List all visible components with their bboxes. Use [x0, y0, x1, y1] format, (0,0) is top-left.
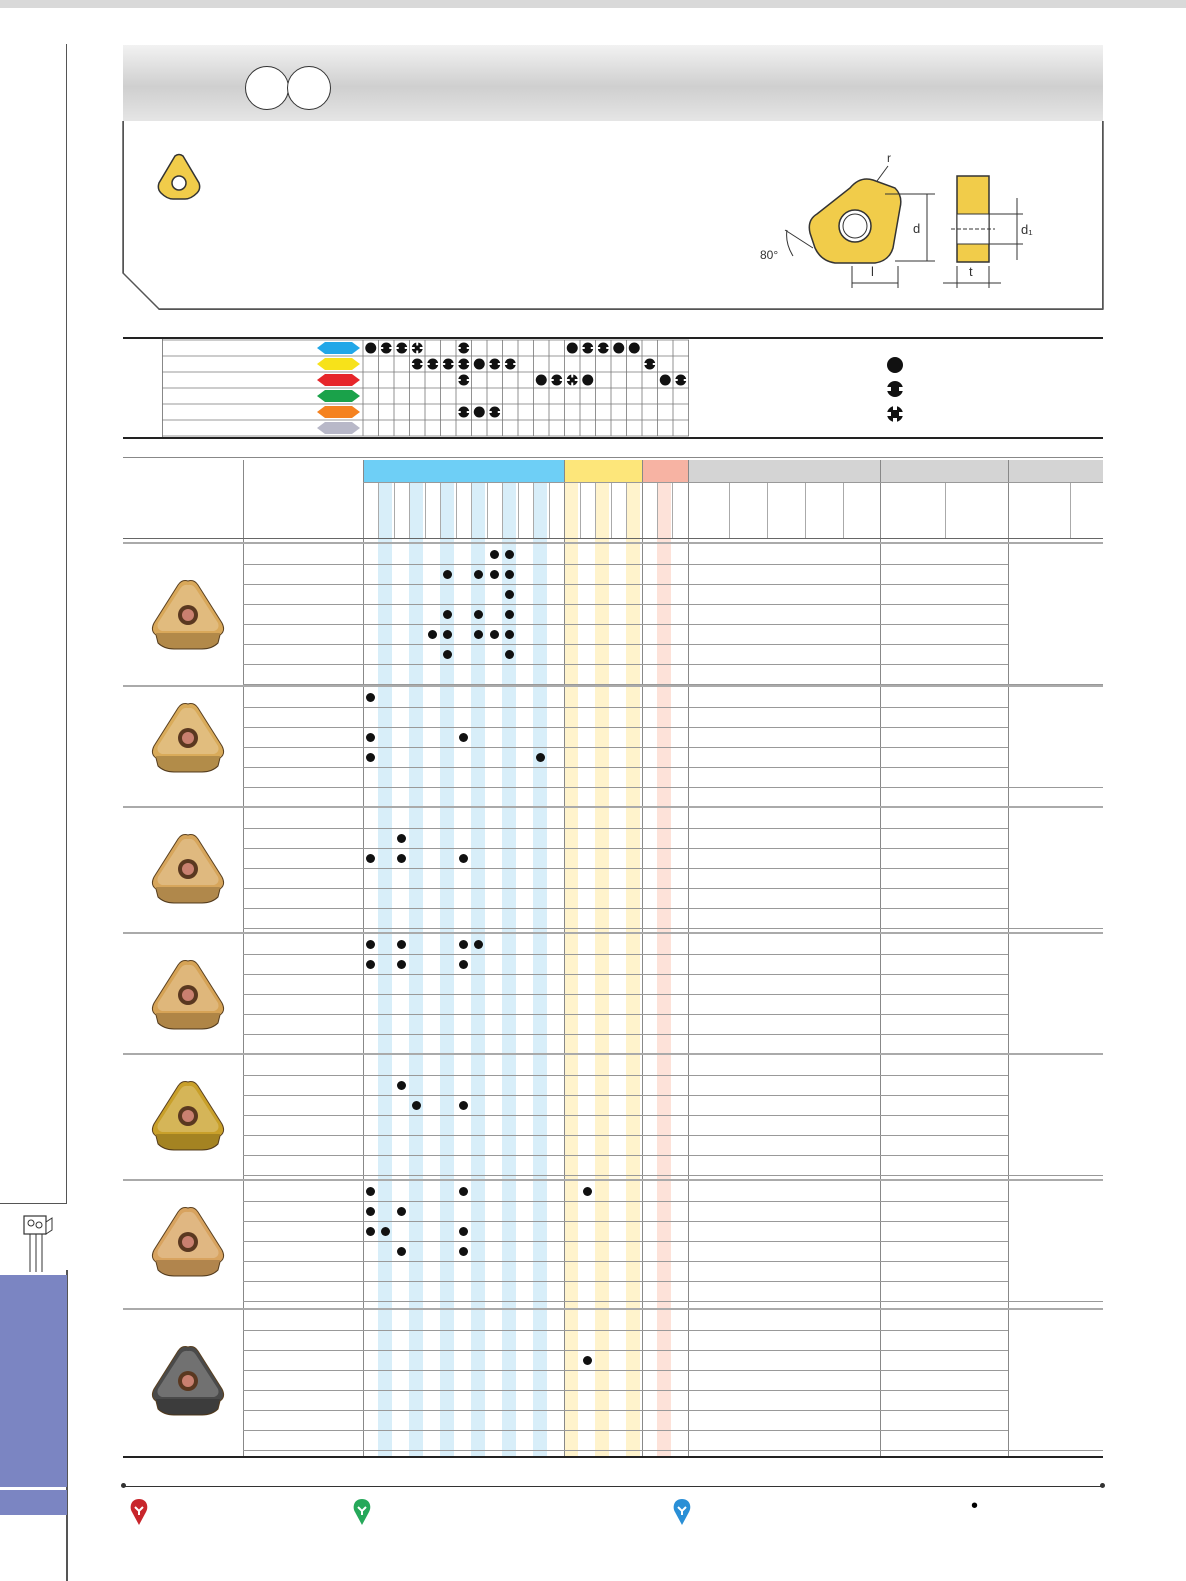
table-row-line	[243, 868, 1008, 869]
header-col-line	[1070, 482, 1071, 538]
table-row-line	[243, 664, 1008, 665]
material-arrow-yellow	[317, 358, 360, 370]
table-row-line	[243, 1330, 1008, 1331]
left-frame	[0, 44, 67, 1204]
grid-mark-cross	[411, 342, 423, 354]
grid-mark-dot	[613, 343, 624, 354]
grid-mark-bow	[675, 375, 687, 386]
section-divider	[123, 1053, 1103, 1055]
table-row-line	[243, 1281, 1008, 1282]
suitability-dot	[366, 854, 375, 863]
footer-dot: •	[971, 1495, 979, 1517]
suitability-dot	[397, 854, 406, 863]
table-row-line	[243, 1450, 1103, 1451]
insert-7-image	[146, 1341, 230, 1421]
section-side-tab[interactable]	[0, 1275, 67, 1487]
suitability-dot	[381, 1227, 390, 1236]
grid-mark-dot	[582, 375, 593, 386]
header-col-line	[595, 482, 596, 538]
header-band-yellow	[564, 460, 642, 482]
legend-cross-icon	[885, 404, 905, 424]
suitability-dot	[474, 940, 483, 949]
grid-mark-dot	[567, 343, 578, 354]
header-col-line	[409, 482, 410, 538]
table-row-line	[243, 908, 1008, 909]
table-row-line	[243, 1261, 1008, 1262]
header-col-line	[626, 482, 627, 538]
grid-mark-dot	[474, 359, 485, 370]
grid-mark-bow	[597, 343, 609, 354]
section-side-tab-lower[interactable]	[0, 1490, 67, 1515]
section-divider	[123, 1308, 1103, 1310]
table-row-line	[243, 1350, 1008, 1351]
suitability-dot	[505, 550, 514, 559]
suitability-dot	[536, 753, 545, 762]
table-row-line	[243, 1115, 1008, 1116]
main-table-top-rule	[123, 457, 1103, 458]
header-col-line	[805, 482, 806, 538]
header-col-line	[672, 482, 673, 538]
suitability-dot	[583, 1356, 592, 1365]
grid-mark-dot	[365, 343, 376, 354]
header-col-line	[487, 482, 488, 538]
suitability-dot	[428, 630, 437, 639]
header-band-red	[642, 460, 688, 482]
suitability-dot	[474, 570, 483, 579]
label-t: t	[969, 264, 973, 279]
label-r: r	[887, 151, 891, 165]
suitability-dot	[366, 940, 375, 949]
material-table-bottom-rule	[123, 437, 1103, 439]
header-bottom-line	[123, 538, 1103, 539]
header-col-line	[611, 482, 612, 538]
section-divider	[123, 932, 1103, 934]
major-col-line	[363, 460, 364, 1456]
insert-dimension-diagram	[755, 148, 1045, 293]
legend-half-icon	[885, 379, 905, 399]
header-col-line	[549, 482, 550, 538]
major-col-line	[642, 460, 643, 1456]
suitability-dot	[459, 854, 468, 863]
header-col-line	[580, 482, 581, 538]
suitability-dot	[459, 1227, 468, 1236]
header-sub-line	[363, 482, 1103, 483]
grid-mark-bow	[442, 359, 454, 370]
suitability-dot	[505, 590, 514, 599]
section-divider	[123, 542, 1103, 544]
grid-mark-bow	[644, 359, 656, 370]
suitability-dot	[443, 570, 452, 579]
table-row-line	[243, 707, 1008, 708]
suitability-dot	[366, 693, 375, 702]
grid-mark-bow	[396, 343, 408, 354]
suitability-dot	[443, 630, 452, 639]
suitability-dot	[459, 940, 468, 949]
suitability-dot	[397, 1081, 406, 1090]
header-col-line	[471, 482, 472, 538]
suitability-dot	[490, 630, 499, 639]
label-l: l	[871, 264, 874, 279]
table-row-line	[243, 1410, 1008, 1411]
header-col-line	[657, 482, 658, 538]
footer-rule	[123, 1486, 1103, 1487]
header-col-line	[843, 482, 844, 538]
table-row-line	[243, 974, 1008, 975]
grid-mark-bow	[489, 359, 501, 370]
suitability-dot	[459, 960, 468, 969]
insert-shape-icon	[155, 153, 203, 203]
suitability-dot	[459, 1101, 468, 1110]
footer-green-marker-icon	[351, 1497, 373, 1527]
footer-red-marker-icon	[128, 1497, 150, 1527]
major-col-line	[564, 460, 565, 1456]
grid-mark-bow	[551, 375, 563, 386]
table-row-line	[243, 848, 1008, 849]
top-bar	[0, 0, 1186, 8]
suitability-dot	[366, 960, 375, 969]
table-row-line	[243, 1370, 1008, 1371]
material-arrow-green	[317, 390, 360, 402]
suitability-dot	[397, 834, 406, 843]
table-row-line	[243, 1014, 1008, 1015]
major-col-line	[688, 460, 689, 1456]
header-circle-1	[245, 66, 289, 110]
suitability-dot	[366, 753, 375, 762]
suitability-dot	[366, 1207, 375, 1216]
suitability-dot	[397, 960, 406, 969]
table-row-line	[243, 994, 1008, 995]
suitability-dot	[505, 570, 514, 579]
insert-5-image	[146, 1076, 230, 1156]
table-row-line	[243, 1095, 1008, 1096]
table-row-line	[243, 1075, 1008, 1076]
header-circle-2	[287, 66, 331, 110]
header-col-line	[502, 482, 503, 538]
table-row-line	[243, 1175, 1103, 1176]
suitability-dot	[505, 610, 514, 619]
suitability-dot	[366, 733, 375, 742]
suitability-dot	[397, 940, 406, 949]
header-col-line	[767, 482, 768, 538]
grid-mark-bow	[582, 343, 594, 354]
suitability-dot	[505, 630, 514, 639]
toolholder-icon	[20, 1212, 54, 1272]
grid-mark-dot	[660, 375, 671, 386]
header-col-line	[729, 482, 730, 538]
suitability-dot	[397, 1207, 406, 1216]
insert-4-image	[146, 955, 230, 1035]
major-col-line	[1008, 460, 1009, 1456]
table-row-line	[243, 1135, 1008, 1136]
suitability-dot	[583, 1187, 592, 1196]
grid-mark-bow	[489, 407, 501, 418]
grid-mark-bow	[427, 359, 439, 370]
material-grid	[162, 339, 690, 437]
header-col-line	[425, 482, 426, 538]
table-row-line	[243, 954, 1008, 955]
material-arrow-red	[317, 374, 360, 386]
main-table-bottom-rule	[123, 1456, 1103, 1458]
label-angle: 80°	[760, 248, 779, 262]
grid-mark-dot	[629, 343, 640, 354]
header-col-line	[518, 482, 519, 538]
header-col-line	[456, 482, 457, 538]
material-arrow-gray	[317, 422, 360, 434]
insert-6-image	[146, 1202, 230, 1282]
footer-rule-end	[1100, 1483, 1105, 1488]
grid-mark-bow	[411, 359, 423, 370]
suitability-dot	[474, 630, 483, 639]
section-divider	[123, 806, 1103, 808]
header-col-line	[394, 482, 395, 538]
grid-mark-dot	[474, 407, 485, 418]
table-row-line	[243, 1201, 1008, 1202]
table-row-line	[243, 604, 1008, 605]
suitability-dot	[459, 1187, 468, 1196]
legend-dot-icon	[885, 355, 905, 375]
suitability-dot	[397, 1247, 406, 1256]
grid-mark-cross	[566, 374, 578, 386]
table-row-line	[243, 747, 1008, 748]
table-row-line	[243, 1221, 1008, 1222]
section-divider	[123, 685, 1103, 687]
material-arrow-orange	[317, 406, 360, 418]
table-row-line	[243, 1155, 1008, 1156]
suitability-dot	[366, 1227, 375, 1236]
table-row-line	[243, 1034, 1008, 1035]
insert-3-image	[146, 829, 230, 909]
suitability-dot	[366, 1187, 375, 1196]
table-row-line	[243, 1430, 1008, 1431]
header-band-blue	[363, 460, 564, 482]
material-arrow-blue	[317, 342, 360, 354]
suitability-dot	[412, 1101, 421, 1110]
grid-mark-bow	[458, 343, 470, 354]
suitability-dot	[443, 650, 452, 659]
header-col-line	[945, 482, 946, 538]
table-row-line	[243, 787, 1103, 788]
table-row-line	[243, 727, 1008, 728]
grid-mark-bow	[380, 343, 392, 354]
grid-mark-dot	[536, 375, 547, 386]
grid-mark-bow	[458, 407, 470, 418]
table-row-line	[243, 888, 1008, 889]
suitability-dot	[490, 570, 499, 579]
table-row-line	[243, 767, 1008, 768]
label-d: d	[913, 221, 921, 236]
table-row-line	[243, 644, 1008, 645]
suitability-dot	[474, 610, 483, 619]
major-col-line	[880, 460, 881, 1456]
suitability-dot	[490, 550, 499, 559]
table-row-line	[243, 828, 1008, 829]
table-row-line	[243, 928, 1103, 929]
suitability-dot	[459, 733, 468, 742]
grid-mark-bow	[504, 359, 516, 370]
header-col-line	[378, 482, 379, 538]
grid-mark-bow	[458, 359, 470, 370]
header-col-line	[533, 482, 534, 538]
major-col-line	[243, 460, 244, 1456]
table-row-line	[243, 1241, 1008, 1242]
label-d1: d₁	[1021, 222, 1033, 237]
table-row-line	[243, 1301, 1103, 1302]
table-row-line	[243, 1390, 1008, 1391]
insert-2-image	[146, 698, 230, 778]
section-divider	[123, 1179, 1103, 1181]
table-row-line	[243, 624, 1008, 625]
insert-1-image	[146, 575, 230, 655]
header-col-line	[440, 482, 441, 538]
suitability-dot	[459, 1247, 468, 1256]
footer-rule-start	[121, 1483, 126, 1488]
table-row-line	[243, 564, 1008, 565]
suitability-dot	[505, 650, 514, 659]
footer-blue-marker-icon	[671, 1497, 693, 1527]
table-row-line	[243, 584, 1008, 585]
header-band-gray	[688, 460, 1103, 482]
suitability-dot	[443, 610, 452, 619]
grid-mark-bow	[458, 375, 470, 386]
